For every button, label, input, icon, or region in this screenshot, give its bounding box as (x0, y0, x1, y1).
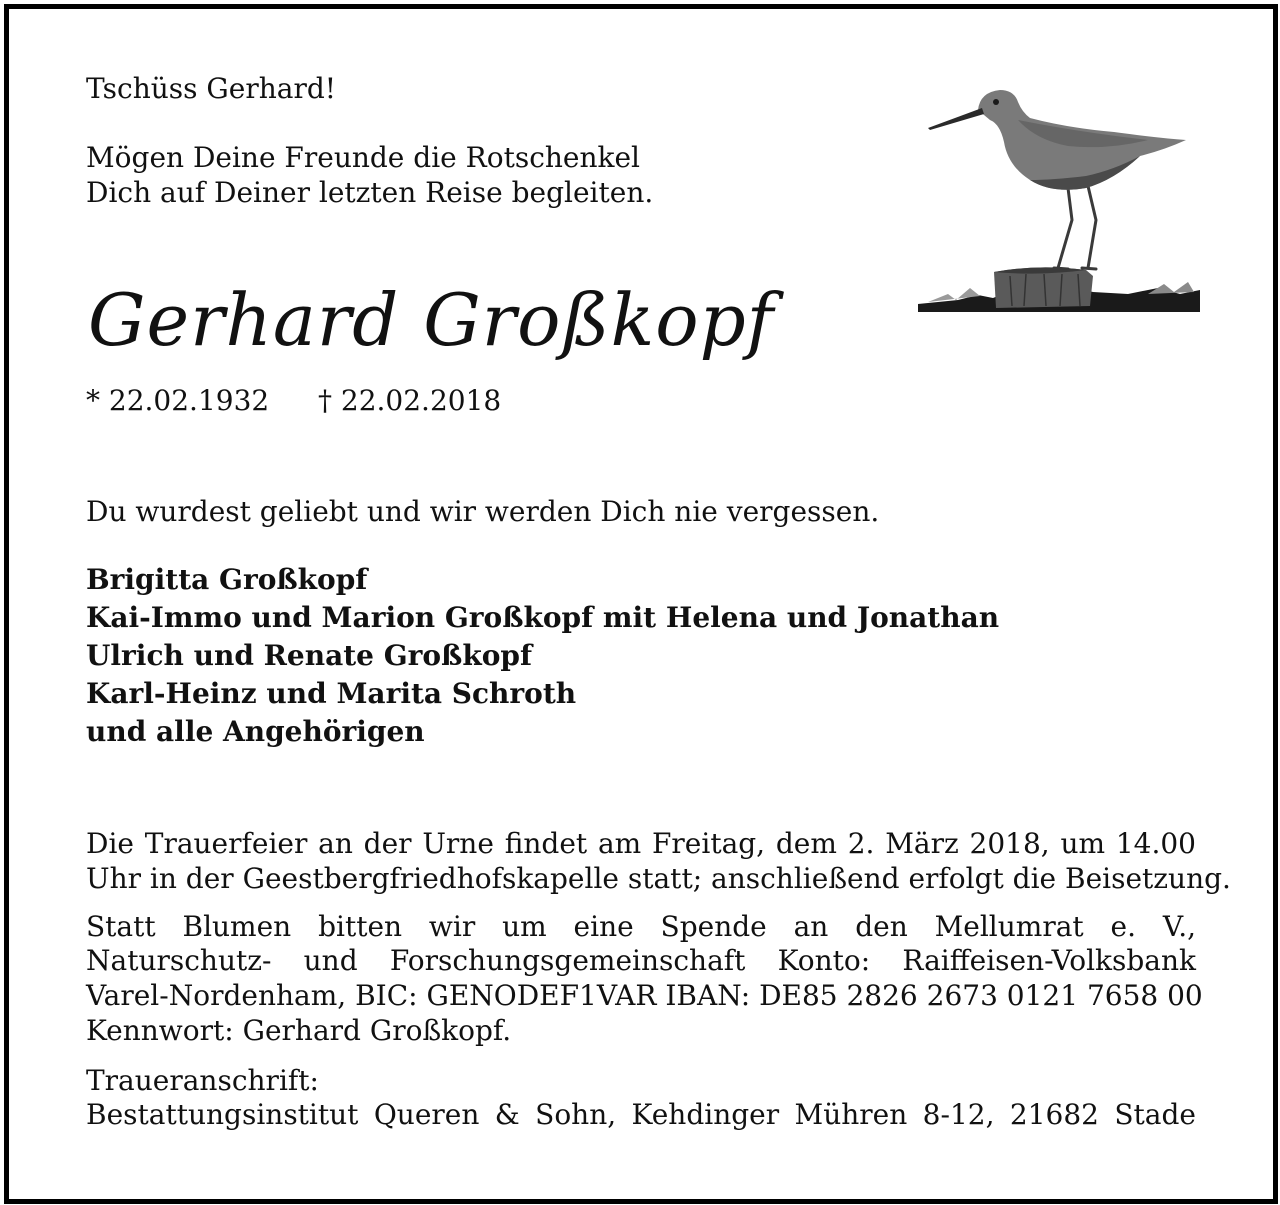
birth-date: * 22.02.1932 (86, 384, 270, 417)
funeral-line-2: Uhr in der Geestbergfriedhofskapelle statt; anschließend erfolgt die Beisetzung. (86, 862, 1231, 895)
deceased-name: Gerhard Großkopf (88, 278, 775, 362)
donation-line-4: Kennwort: Gerhard Großkopf. (86, 1014, 512, 1047)
donation-line-1: Statt Blumen bitten wir um eine Spende an den Mellumrat e. V., (86, 910, 1196, 943)
mourner-name: und alle Angehörigen (86, 715, 425, 748)
donation-line-2: Naturschutz- und Forschungsgemeinschaft Konto: Raiffeisen-Volksbank (86, 944, 1196, 977)
address-text: Bestattungsinstitut Queren & Sohn, Kehdinger Mühren 8-12, 21682 Stade (86, 1098, 1196, 1131)
mourner-name: Ulrich und Renate Großkopf (86, 639, 533, 672)
funeral-line-1: Die Trauerfeier an der Urne findet am Freitag, dem 2. März 2018, um 14.00 (86, 827, 1196, 860)
greeting: Tschüss Gerhard! (86, 72, 337, 105)
mourner-name: Brigitta Großkopf (86, 563, 368, 596)
death-date: † 22.02.2018 (318, 384, 502, 417)
mourner-name: Karl-Heinz und Marita Schroth (86, 677, 577, 710)
wish-line-2: Dich auf Deiner letzten Reise begleiten. (86, 176, 654, 209)
donation-line-3: Varel-Nordenham, BIC: GENODEF1VAR IBAN: DE85 2826 2673 0121 7658 00 (86, 979, 1203, 1012)
address-label: Traueranschrift: (86, 1064, 319, 1097)
tribute-text: Du wurdest geliebt und wir werden Dich nie vergessen. (86, 495, 880, 528)
mourner-name: Kai-Immo und Marion Großkopf mit Helena und Jonathan (86, 601, 1000, 634)
redshank-bird-image (918, 80, 1200, 312)
wish-line-1: Mögen Deine Freunde die Rotschenkel (86, 141, 640, 174)
